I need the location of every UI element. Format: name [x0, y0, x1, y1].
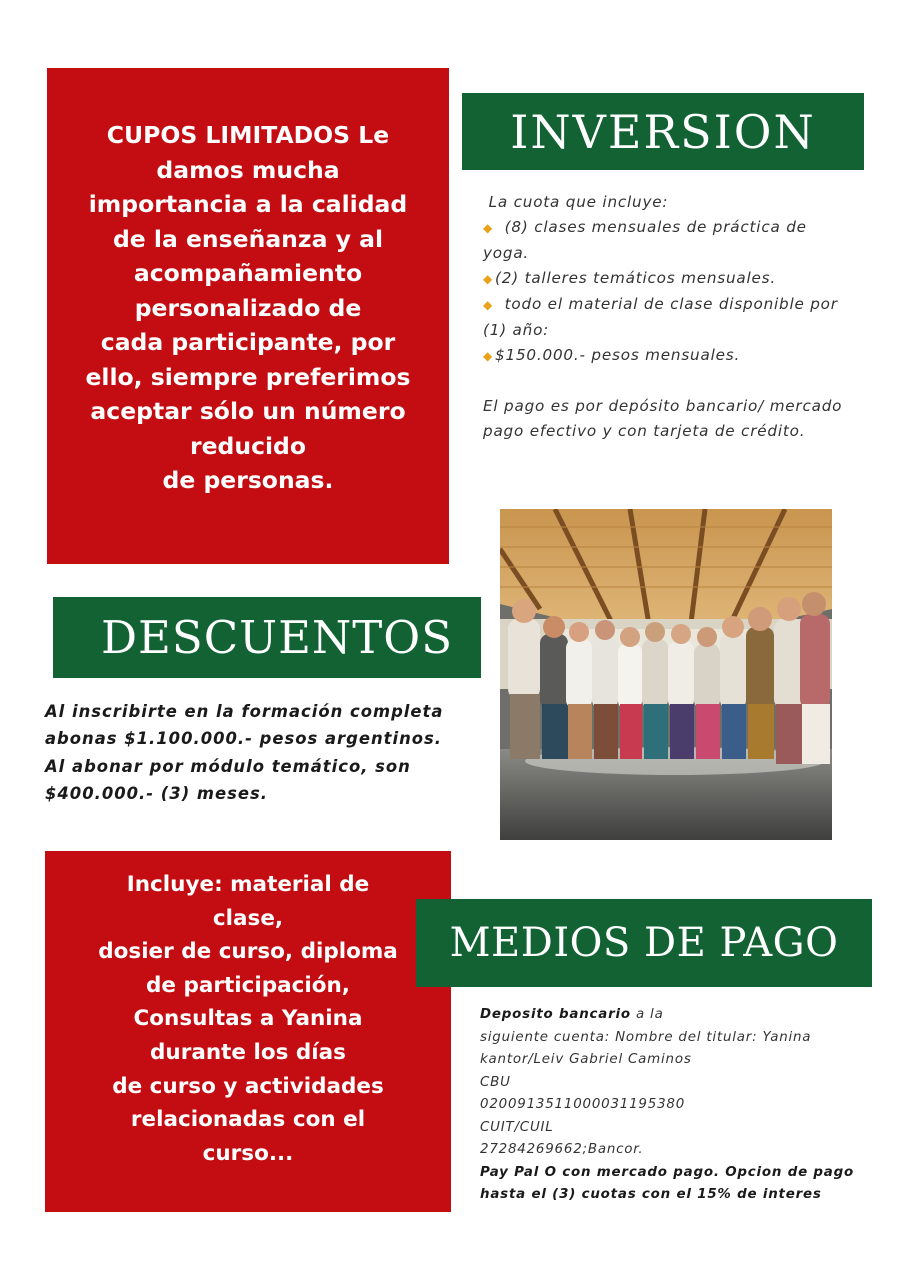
diamond-bullet-icon: ◆: [483, 349, 494, 363]
incluye-line: Consultas a Yanina: [133, 1006, 363, 1032]
incluye-line: de curso y actividades: [112, 1073, 384, 1099]
descuentos-line: Al abonar por módulo temático, son: [45, 756, 411, 776]
cupos-line: de personas.: [162, 466, 334, 494]
spacer: [483, 369, 878, 394]
incluye-line: curso...: [202, 1140, 294, 1166]
incluye-line: dosier de curso, diploma: [98, 939, 398, 965]
payment-note: El pago es por depósito bancario/ mercado: [483, 397, 843, 415]
incluye-line: Incluye: material de: [126, 872, 370, 897]
payment-note: pago efectivo y con tarjeta de crédito.: [483, 422, 806, 440]
deposito-label: Deposito bancario: [480, 1007, 631, 1022]
descuentos-details: [45, 698, 475, 807]
cupos-line: de la enseñanza y al: [112, 224, 384, 253]
inversion-item-cont: yoga.: [483, 244, 530, 262]
descuentos-line: Al inscribirte en la formación completa: [45, 702, 444, 721]
cupos-line: damos mucha: [156, 155, 340, 184]
descuentos-heading: DESCUENTOS: [53, 597, 481, 678]
diamond-bullet-icon: ◆: [483, 298, 494, 312]
cupos-limitados-box: [47, 68, 449, 564]
account-holder-names: kantor/Leiv Gabriel Caminos: [480, 1052, 692, 1067]
medios-de-pago-heading: MEDIOS DE PAGO: [416, 899, 872, 987]
inversion-intro: La cuota que incluye:: [488, 193, 669, 211]
group-photo: [500, 509, 832, 840]
incluye-box: [45, 851, 451, 1212]
account-holder-line: siguiente cuenta: Nombre del titular: Yanina: [480, 1029, 812, 1045]
cupos-line: ello, siempre preferimos: [85, 362, 411, 391]
cuit-value: 27284269662;Bancor.: [480, 1142, 644, 1157]
cbu-value: 0200913511000031195380: [480, 1097, 686, 1112]
cupos-line: personalizado de: [134, 293, 362, 322]
incluye-line: de participación,: [146, 972, 350, 998]
cupos-line: importancia a la calidad: [88, 190, 408, 218]
cuit-label: CUIT/CUIL: [480, 1119, 554, 1135]
diamond-bullet-icon: ◆: [483, 221, 494, 235]
descuentos-line: $400.000.- (3) meses.: [45, 783, 268, 803]
inversion-item: ◆ (8) clases mensuales de práctica de: [483, 218, 807, 236]
incluye-line: relacionadas con el: [130, 1107, 366, 1133]
inversion-item: ◆ $150.000.- pesos mensuales.: [483, 346, 741, 364]
cupos-line: acompañamiento: [133, 259, 363, 287]
incluye-line: clase,: [212, 905, 284, 931]
diamond-bullet-icon: ◆: [483, 272, 494, 286]
inversion-details: [483, 190, 878, 444]
deposito-line: Deposito bancario a la: [480, 1007, 664, 1022]
paypal-line: Pay Pal O con mercado pago. Opcion de pago: [480, 1164, 855, 1180]
inversion-item-cont: (1) año:: [483, 321, 550, 339]
cupos-line: CUPOS LIMITADOS Le: [106, 121, 390, 149]
incluye-line: durante los días: [150, 1039, 346, 1065]
cupos-line: aceptar sólo un número: [90, 397, 406, 425]
cuotas-line: hasta el (3) cuotas con el 15% de interes: [480, 1187, 822, 1202]
descuentos-line: abonas $1.100.000.- pesos argentinos.: [45, 729, 443, 749]
cbu-label: CBU: [480, 1074, 511, 1090]
cupos-line: reducido: [189, 431, 307, 460]
medios-de-pago-details: [480, 1004, 890, 1207]
inversion-item: ◆ (2) talleres temáticos mensuales.: [483, 269, 777, 287]
inversion-item: ◆ todo el material de clase disponible por: [483, 295, 838, 313]
cupos-line: cada participante, por: [100, 328, 396, 356]
inversion-heading: INVERSION: [462, 93, 864, 170]
